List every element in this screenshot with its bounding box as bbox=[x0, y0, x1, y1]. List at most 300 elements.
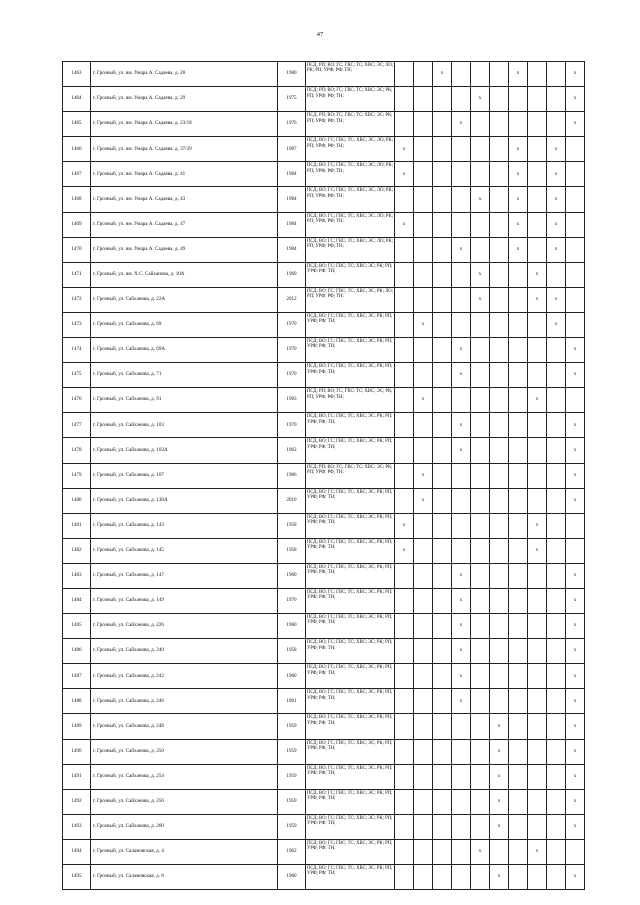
mark-cell: x bbox=[452, 338, 471, 363]
year-cell: 1984 bbox=[278, 187, 306, 212]
mark-cell: x bbox=[452, 588, 471, 613]
table-row bbox=[63, 338, 585, 363]
mark-cell bbox=[414, 513, 433, 538]
mark-cell bbox=[414, 714, 433, 739]
mark-cell bbox=[433, 714, 452, 739]
mark-cell bbox=[471, 338, 490, 363]
mark-cell bbox=[547, 614, 566, 639]
row-number-cell: 1488 bbox=[63, 689, 91, 714]
table-row bbox=[63, 814, 585, 839]
row-number-cell: 1494 bbox=[63, 839, 91, 864]
mark-cell: x bbox=[547, 187, 566, 212]
mark-cell bbox=[471, 112, 490, 137]
services-cell: ПСД; РП; ВО; ГС; ГВС; ТС; ХВС; ЭС; РК; РП; УРФ; РФ; ТН; bbox=[306, 112, 395, 137]
mark-cell bbox=[490, 162, 509, 187]
services-cell: ПСД; ВО; ГС; ГВС; ТС; ХВС; ЭС; РК; РП; УРФ; РФ; ТН; bbox=[306, 664, 395, 689]
mark-cell bbox=[414, 363, 433, 388]
address-cell: г. Грозный, ул. Сайханова, д. 240 bbox=[91, 639, 278, 664]
year-cell: 1960 bbox=[278, 614, 306, 639]
mark-cell bbox=[547, 262, 566, 287]
mark-cell bbox=[433, 513, 452, 538]
row-number-cell: 1464 bbox=[63, 87, 91, 112]
year-cell: 1958 bbox=[278, 538, 306, 563]
mark-cell bbox=[433, 538, 452, 563]
mark-cell bbox=[490, 639, 509, 664]
mark-cell: x bbox=[490, 714, 509, 739]
mark-cell bbox=[490, 463, 509, 488]
mark-cell: x bbox=[452, 563, 471, 588]
mark-cell: x bbox=[566, 413, 585, 438]
mark-cell bbox=[395, 739, 414, 764]
mark-cell bbox=[395, 338, 414, 363]
mark-cell bbox=[395, 689, 414, 714]
services-cell: ПСД; ВО; ГС; ГВС; ТС; ХВС; ЭС; РК; РП; УРФ; РФ; ТН; bbox=[306, 739, 395, 764]
mark-cell bbox=[452, 87, 471, 112]
mark-cell: x bbox=[566, 338, 585, 363]
mark-cell bbox=[547, 112, 566, 137]
row-number-cell: 1492 bbox=[63, 789, 91, 814]
services-cell: ПСД; ВО; ГС; ГВС; ТС; ХВС; ЭС; РК; РП; УРФ; РФ; ТН; bbox=[306, 639, 395, 664]
mark-cell bbox=[490, 312, 509, 337]
mark-cell: x bbox=[395, 212, 414, 237]
services-cell: ПСД; ВО; ГС; ГВС; ТС; ХВС; ЭС; ЛО; РК; РП; УРФ; РФ; ТН; bbox=[306, 212, 395, 237]
mark-cell bbox=[490, 137, 509, 162]
mark-cell bbox=[490, 287, 509, 312]
year-cell: 1984 bbox=[278, 162, 306, 187]
mark-cell bbox=[566, 137, 585, 162]
address-cell: г. Грозный, ул. Сайханова, д. 145 bbox=[91, 538, 278, 563]
mark-cell bbox=[395, 262, 414, 287]
mark-cell bbox=[452, 538, 471, 563]
mark-cell bbox=[566, 287, 585, 312]
mark-cell bbox=[490, 112, 509, 137]
mark-cell bbox=[395, 463, 414, 488]
row-number-cell: 1483 bbox=[63, 563, 91, 588]
table-row bbox=[63, 714, 585, 739]
mark-cell bbox=[490, 538, 509, 563]
mark-cell bbox=[433, 338, 452, 363]
mark-cell bbox=[471, 312, 490, 337]
row-number-cell: 1482 bbox=[63, 538, 91, 563]
mark-cell bbox=[528, 639, 547, 664]
mark-cell bbox=[395, 413, 414, 438]
mark-cell bbox=[528, 237, 547, 262]
table-row bbox=[63, 363, 585, 388]
year-cell: 1958 bbox=[278, 513, 306, 538]
mark-cell bbox=[547, 664, 566, 689]
mark-cell bbox=[528, 438, 547, 463]
table-row bbox=[63, 664, 585, 689]
mark-cell: x bbox=[490, 764, 509, 789]
mark-cell bbox=[471, 463, 490, 488]
row-number-cell: 1467 bbox=[63, 162, 91, 187]
address-cell: г. Грозный, ул. Саламовская, д. 4 bbox=[91, 839, 278, 864]
mark-cell bbox=[528, 689, 547, 714]
mark-cell bbox=[414, 814, 433, 839]
mark-cell bbox=[452, 839, 471, 864]
mark-cell bbox=[433, 237, 452, 262]
services-cell: ПСД; ВО; ГС; ГВС; ТС; ХВС; ЭС; РК; РП; УРФ; РФ; ТН; bbox=[306, 438, 395, 463]
mark-cell bbox=[452, 388, 471, 413]
address-cell: г. Грозный, ул. Сайханова, д. 250 bbox=[91, 739, 278, 764]
mark-cell bbox=[414, 338, 433, 363]
year-cell: 1962 bbox=[278, 839, 306, 864]
mark-cell bbox=[490, 664, 509, 689]
address-cell: г. Грозный, ул. им. Умара А. Садаева, д. 29 bbox=[91, 87, 278, 112]
mark-cell bbox=[509, 463, 528, 488]
mark-cell bbox=[471, 865, 490, 890]
year-cell: 1960 bbox=[278, 664, 306, 689]
mark-cell: x bbox=[471, 839, 490, 864]
year-cell: 1969 bbox=[278, 262, 306, 287]
mark-cell bbox=[471, 388, 490, 413]
mark-cell bbox=[566, 839, 585, 864]
mark-cell bbox=[547, 413, 566, 438]
mark-cell bbox=[433, 814, 452, 839]
mark-cell bbox=[528, 137, 547, 162]
row-number-cell: 1465 bbox=[63, 112, 91, 137]
mark-cell: x bbox=[414, 312, 433, 337]
mark-cell bbox=[471, 438, 490, 463]
mark-cell bbox=[414, 438, 433, 463]
services-cell: ПСД; РП; ВО; ГС; ГВС; ТС; ХВС; ЭС; РК; РП; УРФ; РФ; ТН; bbox=[306, 463, 395, 488]
mark-cell bbox=[528, 588, 547, 613]
address-cell: г. Грозный, ул. Сайханова, д. 103А bbox=[91, 438, 278, 463]
mark-cell bbox=[528, 714, 547, 739]
mark-cell bbox=[433, 137, 452, 162]
table-row bbox=[63, 287, 585, 312]
address-cell: г. Грозный, ул. Сайханова, д. 107 bbox=[91, 463, 278, 488]
mark-cell bbox=[395, 814, 414, 839]
mark-cell bbox=[547, 839, 566, 864]
mark-cell bbox=[395, 112, 414, 137]
address-cell: г. Грозный, ул. Сайханова, д. 143 bbox=[91, 513, 278, 538]
table-row bbox=[63, 137, 585, 162]
mark-cell bbox=[566, 262, 585, 287]
row-number-cell: 1477 bbox=[63, 413, 91, 438]
mark-cell: x bbox=[566, 814, 585, 839]
mark-cell: x bbox=[547, 137, 566, 162]
mark-cell bbox=[547, 488, 566, 513]
mark-cell bbox=[414, 639, 433, 664]
address-cell: г. Грозный, ул. Саламовская, д. 8 bbox=[91, 865, 278, 890]
mark-cell: x bbox=[566, 463, 585, 488]
year-cell: 1959 bbox=[278, 739, 306, 764]
mark-cell bbox=[395, 789, 414, 814]
mark-cell bbox=[452, 488, 471, 513]
mark-cell bbox=[509, 287, 528, 312]
table-row bbox=[63, 112, 585, 137]
table-row bbox=[63, 689, 585, 714]
row-number-cell: 1487 bbox=[63, 664, 91, 689]
mark-cell bbox=[528, 338, 547, 363]
mark-cell bbox=[395, 87, 414, 112]
mark-cell bbox=[395, 714, 414, 739]
mark-cell bbox=[414, 789, 433, 814]
table-row bbox=[63, 87, 585, 112]
address-cell: г. Грозный, ул. им. Умара А. Садаева, д. 49 bbox=[91, 237, 278, 262]
mark-cell bbox=[395, 388, 414, 413]
mark-cell bbox=[528, 814, 547, 839]
services-cell: ПСД; ВО; ГС; ГВС; ТС; ХВС; ЭС; РК; РП; УРФ; РФ; ТН; bbox=[306, 262, 395, 287]
mark-cell bbox=[452, 137, 471, 162]
mark-cell bbox=[490, 237, 509, 262]
mark-cell bbox=[509, 664, 528, 689]
address-cell: г. Грозный, ул. Сайханова, д. 248 bbox=[91, 714, 278, 739]
mark-cell bbox=[471, 563, 490, 588]
mark-cell bbox=[471, 814, 490, 839]
row-number-cell: 1479 bbox=[63, 463, 91, 488]
mark-cell bbox=[471, 513, 490, 538]
mark-cell bbox=[452, 62, 471, 87]
row-number-cell: 1495 bbox=[63, 865, 91, 890]
page-number: 47 bbox=[316, 31, 324, 38]
mark-cell: x bbox=[566, 112, 585, 137]
services-cell: ПСД; ВО; ГС; ГВС; ТС; ХВС; ЭС; РК; РП; УРФ; РФ; ТН; bbox=[306, 614, 395, 639]
mark-cell bbox=[509, 639, 528, 664]
mark-cell bbox=[433, 212, 452, 237]
mark-cell bbox=[414, 839, 433, 864]
mark-cell: x bbox=[452, 614, 471, 639]
mark-cell bbox=[471, 363, 490, 388]
mark-cell bbox=[414, 162, 433, 187]
services-cell: ПСД; ВО; ГС; ГВС; ТС; ХВС; ЭС; ЛО; РК; РП; УРФ; РФ; ТН; bbox=[306, 237, 395, 262]
mark-cell bbox=[566, 312, 585, 337]
mark-cell bbox=[547, 865, 566, 890]
mark-cell bbox=[566, 388, 585, 413]
mark-cell: x bbox=[471, 87, 490, 112]
table-row bbox=[63, 789, 585, 814]
row-number-cell: 1476 bbox=[63, 388, 91, 413]
mark-cell bbox=[452, 513, 471, 538]
mark-cell bbox=[414, 588, 433, 613]
mark-cell bbox=[433, 639, 452, 664]
mark-cell bbox=[547, 789, 566, 814]
address-cell: г. Грозный, ул. Сайханова, д. 226 bbox=[91, 614, 278, 639]
mark-cell: x bbox=[509, 62, 528, 87]
mark-cell bbox=[414, 187, 433, 212]
mark-cell bbox=[433, 563, 452, 588]
table-row bbox=[63, 639, 585, 664]
mark-cell: x bbox=[528, 513, 547, 538]
mark-cell: x bbox=[452, 112, 471, 137]
year-cell: 1984 bbox=[278, 212, 306, 237]
year-cell: 1958 bbox=[278, 639, 306, 664]
mark-cell: x bbox=[528, 538, 547, 563]
mark-cell bbox=[509, 739, 528, 764]
mark-cell bbox=[433, 664, 452, 689]
mark-cell bbox=[528, 614, 547, 639]
mark-cell bbox=[395, 588, 414, 613]
table-row bbox=[63, 538, 585, 563]
mark-cell: x bbox=[566, 62, 585, 87]
mark-cell bbox=[395, 237, 414, 262]
mark-cell bbox=[490, 262, 509, 287]
address-cell: г. Грозный, ул. Сайханова, д. 69А bbox=[91, 338, 278, 363]
mark-cell bbox=[395, 312, 414, 337]
row-number-cell: 1473 bbox=[63, 312, 91, 337]
mark-cell bbox=[528, 463, 547, 488]
mark-cell bbox=[490, 62, 509, 87]
mark-cell: x bbox=[509, 162, 528, 187]
table-row bbox=[63, 438, 585, 463]
mark-cell bbox=[509, 588, 528, 613]
services-cell: ПСД; ВО; ГС; ГВС; ТС; ХВС; ЭС; РК; РП; УРФ; РФ; ТН; bbox=[306, 814, 395, 839]
year-cell: 1970 bbox=[278, 588, 306, 613]
mark-cell: x bbox=[528, 262, 547, 287]
year-cell: 1962 bbox=[278, 438, 306, 463]
services-cell: ПСД; ВО; ГС; ГВС; ТС; ХВС; ЭС; ЛО; РК; РП; УРФ; РФ; ТН; bbox=[306, 137, 395, 162]
mark-cell: x bbox=[471, 262, 490, 287]
mark-cell bbox=[452, 287, 471, 312]
mark-cell bbox=[395, 839, 414, 864]
mark-cell bbox=[509, 438, 528, 463]
mark-cell bbox=[509, 714, 528, 739]
mark-cell bbox=[433, 162, 452, 187]
mark-cell bbox=[547, 639, 566, 664]
table-row bbox=[63, 865, 585, 890]
mark-cell bbox=[452, 789, 471, 814]
mark-cell bbox=[414, 262, 433, 287]
mark-cell bbox=[433, 287, 452, 312]
mark-cell bbox=[547, 438, 566, 463]
row-number-cell: 1480 bbox=[63, 488, 91, 513]
address-cell: г. Грозный, ул. Сайханова, д. 242 bbox=[91, 664, 278, 689]
mark-cell bbox=[471, 413, 490, 438]
mark-cell bbox=[414, 739, 433, 764]
mark-cell bbox=[414, 689, 433, 714]
mark-cell bbox=[490, 689, 509, 714]
mark-cell bbox=[490, 338, 509, 363]
mark-cell bbox=[433, 739, 452, 764]
mark-cell bbox=[395, 187, 414, 212]
mark-cell bbox=[414, 664, 433, 689]
mark-cell bbox=[452, 312, 471, 337]
mark-cell bbox=[414, 212, 433, 237]
mark-cell: x bbox=[566, 789, 585, 814]
mark-cell bbox=[509, 338, 528, 363]
table-row bbox=[63, 388, 585, 413]
mark-cell bbox=[433, 187, 452, 212]
services-cell: ПСД; РП; ВО; ГС; ГВС; ТС; ХВС; ЭС; РК; РП; УРФ; РФ; ТН; bbox=[306, 388, 395, 413]
mark-cell bbox=[471, 212, 490, 237]
mark-cell bbox=[433, 413, 452, 438]
year-cell: 1966 bbox=[278, 463, 306, 488]
mark-cell bbox=[452, 262, 471, 287]
table-row bbox=[63, 739, 585, 764]
mark-cell: x bbox=[566, 664, 585, 689]
year-cell: 1959 bbox=[278, 789, 306, 814]
mark-cell bbox=[433, 588, 452, 613]
mark-cell bbox=[547, 764, 566, 789]
row-number-cell: 1493 bbox=[63, 814, 91, 839]
mark-cell: x bbox=[414, 388, 433, 413]
mark-cell bbox=[528, 312, 547, 337]
services-cell: ПСД; РП; ВО; ГС; ГВС; ТС; ХВС; ЭС; РК; РП; УРФ; РФ; ТН; bbox=[306, 87, 395, 112]
year-cell: 1970 bbox=[278, 338, 306, 363]
mark-cell bbox=[528, 112, 547, 137]
year-cell: 1959 bbox=[278, 714, 306, 739]
services-cell: ПСД; ВО; ГС; ГВС; ТС; ХВС; ЭС; РК; РП; УРФ; РФ; ТН; bbox=[306, 588, 395, 613]
mark-cell bbox=[509, 488, 528, 513]
mark-cell bbox=[547, 463, 566, 488]
table-body bbox=[63, 62, 585, 890]
services-cell: ПСД; ВО; ГС; ГВС; ТС; ХВС; ЭС; ЛО; РК; РП; УРФ; РФ; ТН; bbox=[306, 162, 395, 187]
year-cell: 1970 bbox=[278, 413, 306, 438]
mark-cell: x bbox=[490, 739, 509, 764]
mark-cell: x bbox=[566, 614, 585, 639]
mark-cell bbox=[528, 413, 547, 438]
year-cell: 2010 bbox=[278, 488, 306, 513]
mark-cell bbox=[490, 212, 509, 237]
mark-cell bbox=[528, 563, 547, 588]
mark-cell bbox=[433, 689, 452, 714]
year-cell: 1960 bbox=[278, 865, 306, 890]
mark-cell bbox=[490, 87, 509, 112]
mark-cell bbox=[528, 162, 547, 187]
mark-cell bbox=[528, 739, 547, 764]
mark-cell: x bbox=[452, 639, 471, 664]
mark-cell: x bbox=[452, 363, 471, 388]
mark-cell: x bbox=[395, 538, 414, 563]
address-cell: г. Грозный, ул. Сайханова, д. 246 bbox=[91, 689, 278, 714]
mark-cell bbox=[509, 614, 528, 639]
table-row bbox=[63, 588, 585, 613]
mark-cell bbox=[528, 212, 547, 237]
mark-cell bbox=[414, 137, 433, 162]
mark-cell: x bbox=[452, 664, 471, 689]
mark-cell bbox=[395, 488, 414, 513]
mark-cell bbox=[433, 388, 452, 413]
row-number-cell: 1466 bbox=[63, 137, 91, 162]
services-cell: ПСД; ВО; ГС; ГВС; ТС; ХВС; ЭС; РК; РП; УРФ; РФ; ТН; bbox=[306, 839, 395, 864]
mark-cell bbox=[528, 363, 547, 388]
mark-cell bbox=[509, 112, 528, 137]
address-cell: г. Грозный, ул. им. Умара А. Садаева, д. 47 bbox=[91, 212, 278, 237]
row-number-cell: 1491 bbox=[63, 764, 91, 789]
mark-cell: x bbox=[490, 789, 509, 814]
mark-cell bbox=[566, 538, 585, 563]
mark-cell: x bbox=[414, 463, 433, 488]
mark-cell bbox=[547, 689, 566, 714]
mark-cell bbox=[547, 814, 566, 839]
mark-cell bbox=[509, 563, 528, 588]
mark-cell bbox=[395, 287, 414, 312]
mark-cell: x bbox=[566, 764, 585, 789]
mark-cell: x bbox=[509, 137, 528, 162]
year-cell: 1970 bbox=[278, 312, 306, 337]
mark-cell bbox=[490, 438, 509, 463]
address-cell: г. Грозный, ул. им. Умара А. Садаева, д. 23/18 bbox=[91, 112, 278, 137]
services-cell: ПСД; ВО; ГС; ГВС; ТС; ХВС; ЭС; РК; РП; УРФ; РФ; ТН; bbox=[306, 513, 395, 538]
row-number-cell: 1471 bbox=[63, 262, 91, 287]
mark-cell bbox=[566, 187, 585, 212]
mark-cell bbox=[490, 488, 509, 513]
mark-cell: x bbox=[547, 287, 566, 312]
mark-cell bbox=[414, 614, 433, 639]
mark-cell: x bbox=[414, 488, 433, 513]
mark-cell: x bbox=[395, 162, 414, 187]
table-row bbox=[63, 563, 585, 588]
mark-cell bbox=[414, 563, 433, 588]
services-cell: ПСД; ВО; ГС; ГВС; ТС; ХВС; ЭС; РК; ЛО; РП; УРФ; РФ; ТН; bbox=[306, 287, 395, 312]
mark-cell bbox=[509, 764, 528, 789]
mark-cell bbox=[433, 614, 452, 639]
mark-cell bbox=[433, 312, 452, 337]
mark-cell bbox=[471, 739, 490, 764]
mark-cell: x bbox=[547, 212, 566, 237]
table-row bbox=[63, 764, 585, 789]
